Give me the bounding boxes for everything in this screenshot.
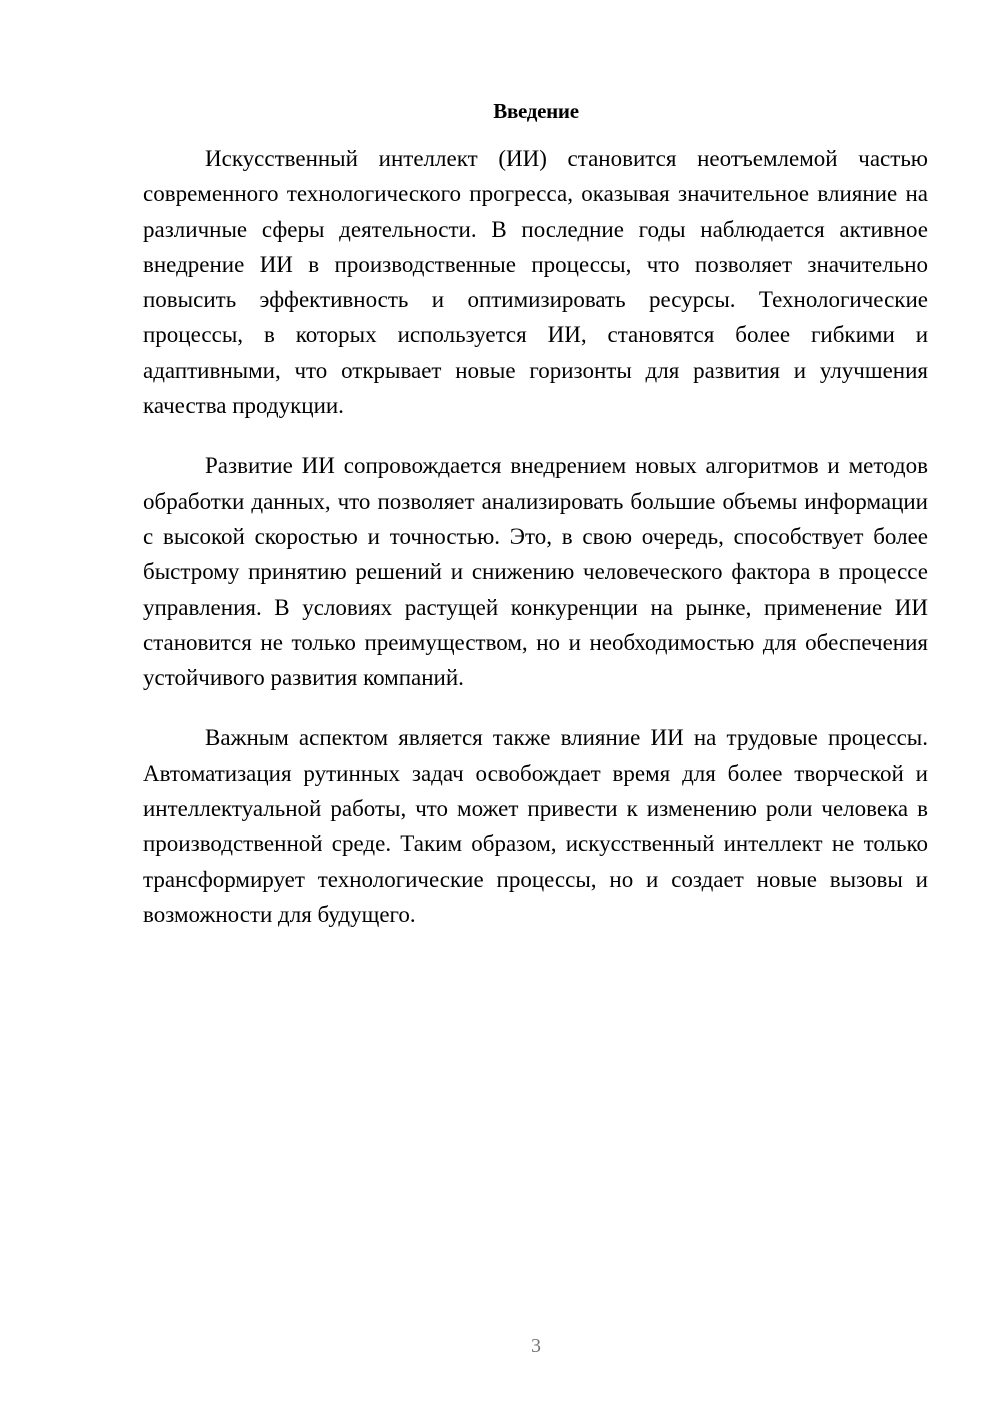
paragraph-3: Важным аспектом является также влияние ИИ на трудовые процессы. Автоматизация рутинных задач освобождает время для более творческой и интеллектуальной работы, что может привести к изменению роли человека в производственной среде. Таким образом, искусственный интеллект не только трансформирует технологические процессы, но и создает новые вызовы и возможности для будущего. (143, 725, 928, 927)
page-number: 3 (531, 1335, 541, 1357)
body-text (143, 141, 928, 957)
section-title: Введение (493, 99, 579, 123)
paragraph-2: Развитие ИИ сопровождается внедрением новых алгоритмов и методов обработки данных, что позволяет анализировать большие объемы информации с высокой скоростью и точностью. Это, в свою очередь, способствует более быстрому принятию решений и снижению человеческого фактора в процессе управления. В условиях растущей конкуренции на рынке, применение ИИ становится не только преимуществом, но и необходимостью для обеспечения устойчивого развития компаний. (143, 453, 928, 691)
paragraph-1: Искусственный интеллект (ИИ) становится неотъемлемой частью современного технологического прогресса, оказывая значительное влияние на различные сферы деятельности. В последние годы наблюдается активное внедрение ИИ в производственные процессы, что позволяет значительно повысить эффективность и оптимизировать ресурсы. Технологические процессы, в которых используется ИИ, становятся более гибкими и адаптивными, что открывает новые горизонты для развития и улучшения качества продукции. (143, 146, 928, 419)
